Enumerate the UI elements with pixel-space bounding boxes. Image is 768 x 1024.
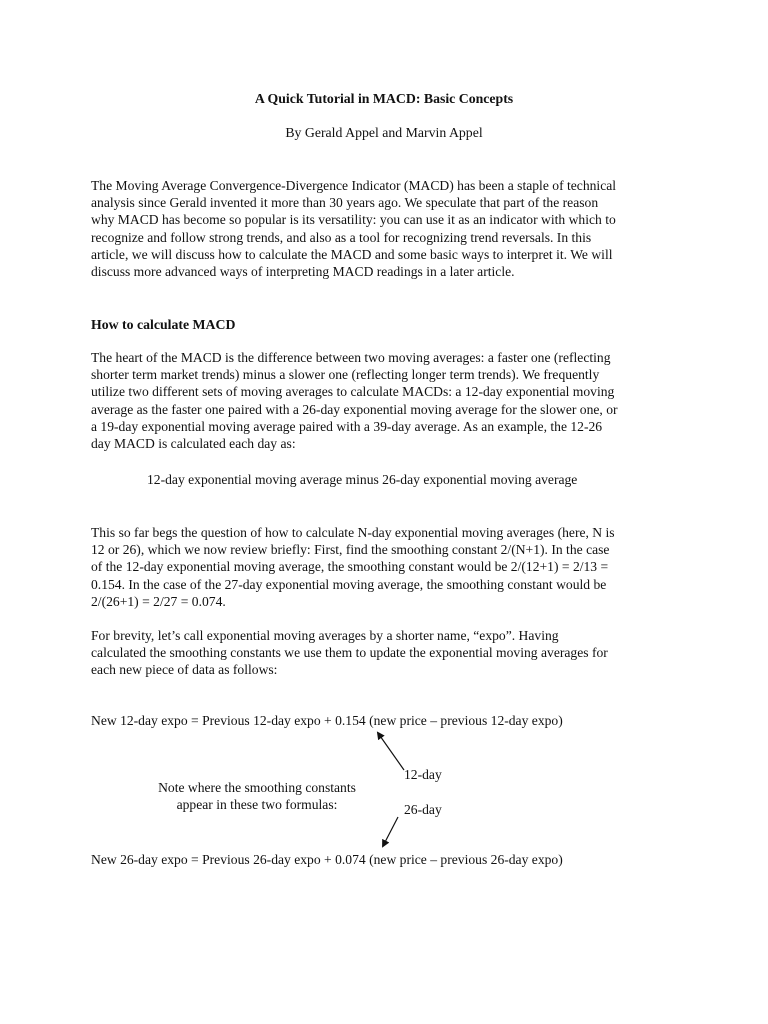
- brevity-line: each new piece of data as follows:: [91, 662, 278, 678]
- note-line: Note where the smoothing constants: [158, 780, 356, 795]
- brevity-paragraph: [91, 627, 691, 679]
- label-26-day: 26-day: [404, 802, 442, 817]
- intro-paragraph: [91, 177, 691, 280]
- label-12-day: 12-day: [404, 767, 442, 782]
- nday-line: 2/(26+1) = 2/27 = 0.074.: [91, 593, 226, 609]
- equation-26-day: New 26-day expo = Previous 26-day expo + 0.074 (new price – previous 26-day expo): [91, 852, 563, 867]
- intro-line: The Moving Average Convergence-Divergence Indicator (MACD) has been a staple of technical: [91, 178, 617, 193]
- equation-12-day: New 12-day expo = Previous 12-day expo + 0.154 (new price – previous 12-day expo): [91, 713, 563, 728]
- heart-line: average as the faster one paired with a 26-day exponential moving average for the slower one, or: [91, 401, 618, 417]
- heart-line: a 19-day exponential moving average paired with a 39-day average. As an example, the 12-26: [91, 418, 603, 434]
- brevity-line: calculated the smoothing constants we use them to update the exponential moving averages for: [91, 645, 608, 661]
- intro-line: recognize and follow strong trends, and also as a tool for recognizing trend reversals. In this: [91, 229, 592, 245]
- arrow-to-12-day-constant: [378, 733, 404, 770]
- section-heading: How to calculate MACD: [91, 317, 236, 332]
- intro-line: discuss more advanced ways of interpreting MACD readings in a later article.: [91, 264, 515, 280]
- intro-line: why MACD has become so popular is its versatility: you can use it as an indicator with which to: [91, 212, 616, 228]
- heart-paragraph: [91, 349, 691, 452]
- brevity-line: For brevity, let’s call exponential moving averages by a shorter name, “expo”. Having: [91, 628, 559, 643]
- document-byline: By Gerald Appel and Marvin Appel: [285, 125, 483, 140]
- nday-line: of the 12-day exponential moving average, the smoothing constant would be 2/(12+1) = 2/13 =: [91, 559, 609, 575]
- smoothing-note: [137, 779, 377, 813]
- nday-line: 12 or 26), which we now review briefly: First, find the smoothing constant 2/(N+1). In the case: [91, 542, 610, 558]
- heart-line: shorter term market trends) minus a slower one (reflecting longer term trends). We frequently: [91, 367, 600, 383]
- intro-line: article, we will discuss how to calculate the MACD and some basic ways to interpret it. We will: [91, 246, 613, 262]
- nday-line: 0.154. In the case of the 27-day exponential moving average, the smoothing constant would be: [91, 576, 607, 592]
- heart-line: The heart of the MACD is the difference between two moving averages: a faster one (reflecting: [91, 350, 611, 365]
- note-line: appear in these two formulas:: [176, 797, 338, 812]
- nday-paragraph: [91, 524, 691, 610]
- macd-formula: 12-day exponential moving average minus 26-day exponential moving average: [147, 472, 578, 487]
- heart-line: utilize two different sets of moving averages to calculate MACDs: a 12-day exponential moving: [91, 384, 615, 400]
- arrow-to-26-day-constant: [383, 817, 398, 846]
- intro-line: analysis since Gerald invented it more than 30 years ago. We speculate that part of the reason: [91, 195, 599, 211]
- nday-line: This so far begs the question of how to calculate N-day exponential moving averages (here, N is: [91, 525, 615, 540]
- heart-line: day MACD is calculated each day as:: [91, 436, 296, 452]
- document-title: A Quick Tutorial in MACD: Basic Concepts: [254, 91, 514, 106]
